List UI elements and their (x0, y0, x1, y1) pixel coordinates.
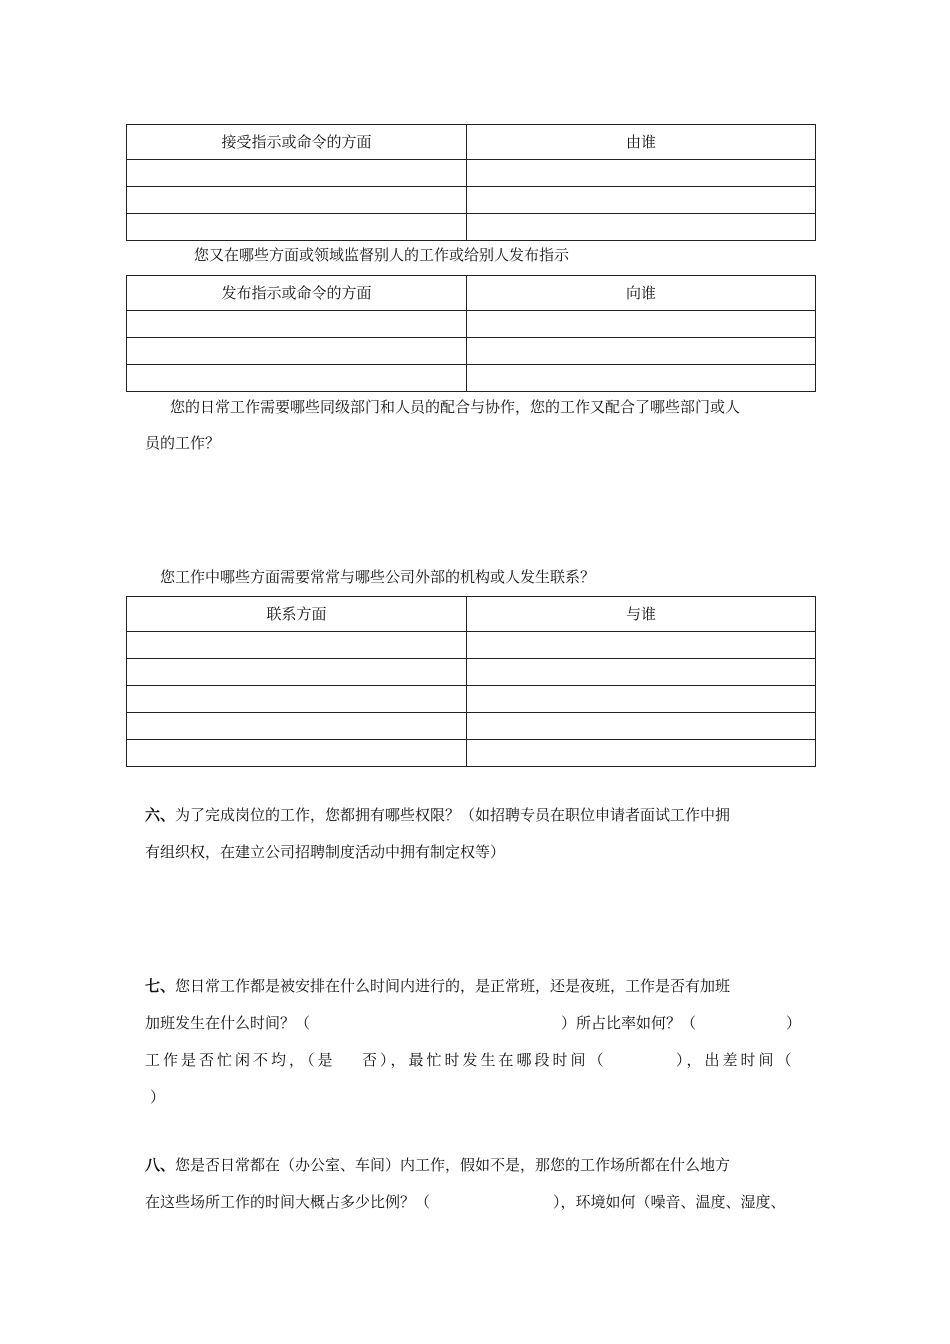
cooperation-question-line2: 员的工作？ (145, 434, 221, 452)
table-cell[interactable] (467, 659, 816, 686)
table-header-cell: 与谁 (467, 597, 816, 632)
travel-time-close: ） (150, 1088, 166, 1106)
table-cell[interactable] (127, 713, 467, 740)
section-7-number: 七、 (145, 977, 176, 995)
supervise-question: 您又在哪些方面或领域监督别人的工作或给别人发布指示 (194, 246, 570, 264)
travel-time-prompt: ），出差时间（ (676, 1051, 795, 1069)
busy-uneven-prompt: 工作是否忙闲不均，（是 (145, 1051, 336, 1069)
section-8-text: 您是否日常都在（办公室、车间）内工作，假如不是，那您的工作场所都在什么地方 (175, 1156, 731, 1174)
section-6-number: 六、 (145, 806, 176, 824)
external-contact-question: 您工作中哪些方面需要常常与哪些公司外部的机构或人发生联系？ (160, 568, 596, 586)
table-cell[interactable] (127, 214, 467, 241)
orders-issued-table (126, 275, 816, 392)
overtime-time-prompt: 加班发生在什么时间？（ (145, 1014, 311, 1032)
table-cell[interactable] (467, 632, 816, 659)
table-cell[interactable] (127, 365, 467, 392)
table-cell[interactable] (127, 338, 467, 365)
table-cell[interactable] (127, 686, 467, 713)
section-8-number: 八、 (145, 1156, 176, 1174)
table-cell[interactable] (127, 659, 467, 686)
section-6-text: 为了完成岗位的工作，您都拥有哪些权限？（如招聘专员在职位申请者面试工作中拥 (175, 806, 731, 824)
section-7-text: 您日常工作都是被安排在什么时间内进行的，是正常班，还是夜班，工作是否有加班 (175, 977, 731, 995)
table-cell[interactable] (467, 160, 816, 187)
environment-prompt: ），环境如何（噪音、温度、湿度、 (553, 1193, 786, 1211)
section-7-line1 (145, 975, 730, 996)
table-cell[interactable] (467, 214, 816, 241)
table-header-cell: 接受指示或命令的方面 (127, 125, 467, 160)
cooperation-question-line1: 您的日常工作需要哪些同级部门和人员的配合与协作，您的工作又配合了哪些部门或人 (170, 398, 741, 416)
table-header-cell: 发布指示或命令的方面 (127, 276, 467, 311)
table-cell[interactable] (127, 632, 467, 659)
table-cell[interactable] (467, 740, 816, 767)
table-cell[interactable] (127, 160, 467, 187)
overtime-ratio-close: ） (786, 1014, 802, 1032)
workplace-ratio-prompt: 在这些场所工作的时间大概占多少比例？（ (145, 1193, 431, 1211)
table-cell[interactable] (127, 311, 467, 338)
table-cell[interactable] (467, 365, 816, 392)
table-cell[interactable] (467, 311, 816, 338)
table-header-cell: 由谁 (467, 125, 816, 160)
table-header-cell: 联系方面 (127, 597, 467, 632)
table-cell[interactable] (467, 338, 816, 365)
external-contact-table (126, 596, 816, 767)
section-6-line1 (145, 804, 730, 825)
table-cell[interactable] (127, 187, 467, 214)
table-header-cell: 向谁 (467, 276, 816, 311)
section-8-line1 (145, 1154, 730, 1175)
table-cell[interactable] (467, 686, 816, 713)
orders-received-table (126, 124, 816, 241)
overtime-ratio-prompt: ）所占比率如何？（ (561, 1014, 697, 1032)
section-6-line2: 有组织权，在建立公司招聘制度活动中拥有制定权等） (145, 843, 506, 861)
table-cell[interactable] (467, 713, 816, 740)
table-cell[interactable] (127, 740, 467, 767)
busiest-time-prompt: 否），最忙时发生在哪段时间（ (362, 1051, 607, 1069)
table-cell[interactable] (467, 187, 816, 214)
